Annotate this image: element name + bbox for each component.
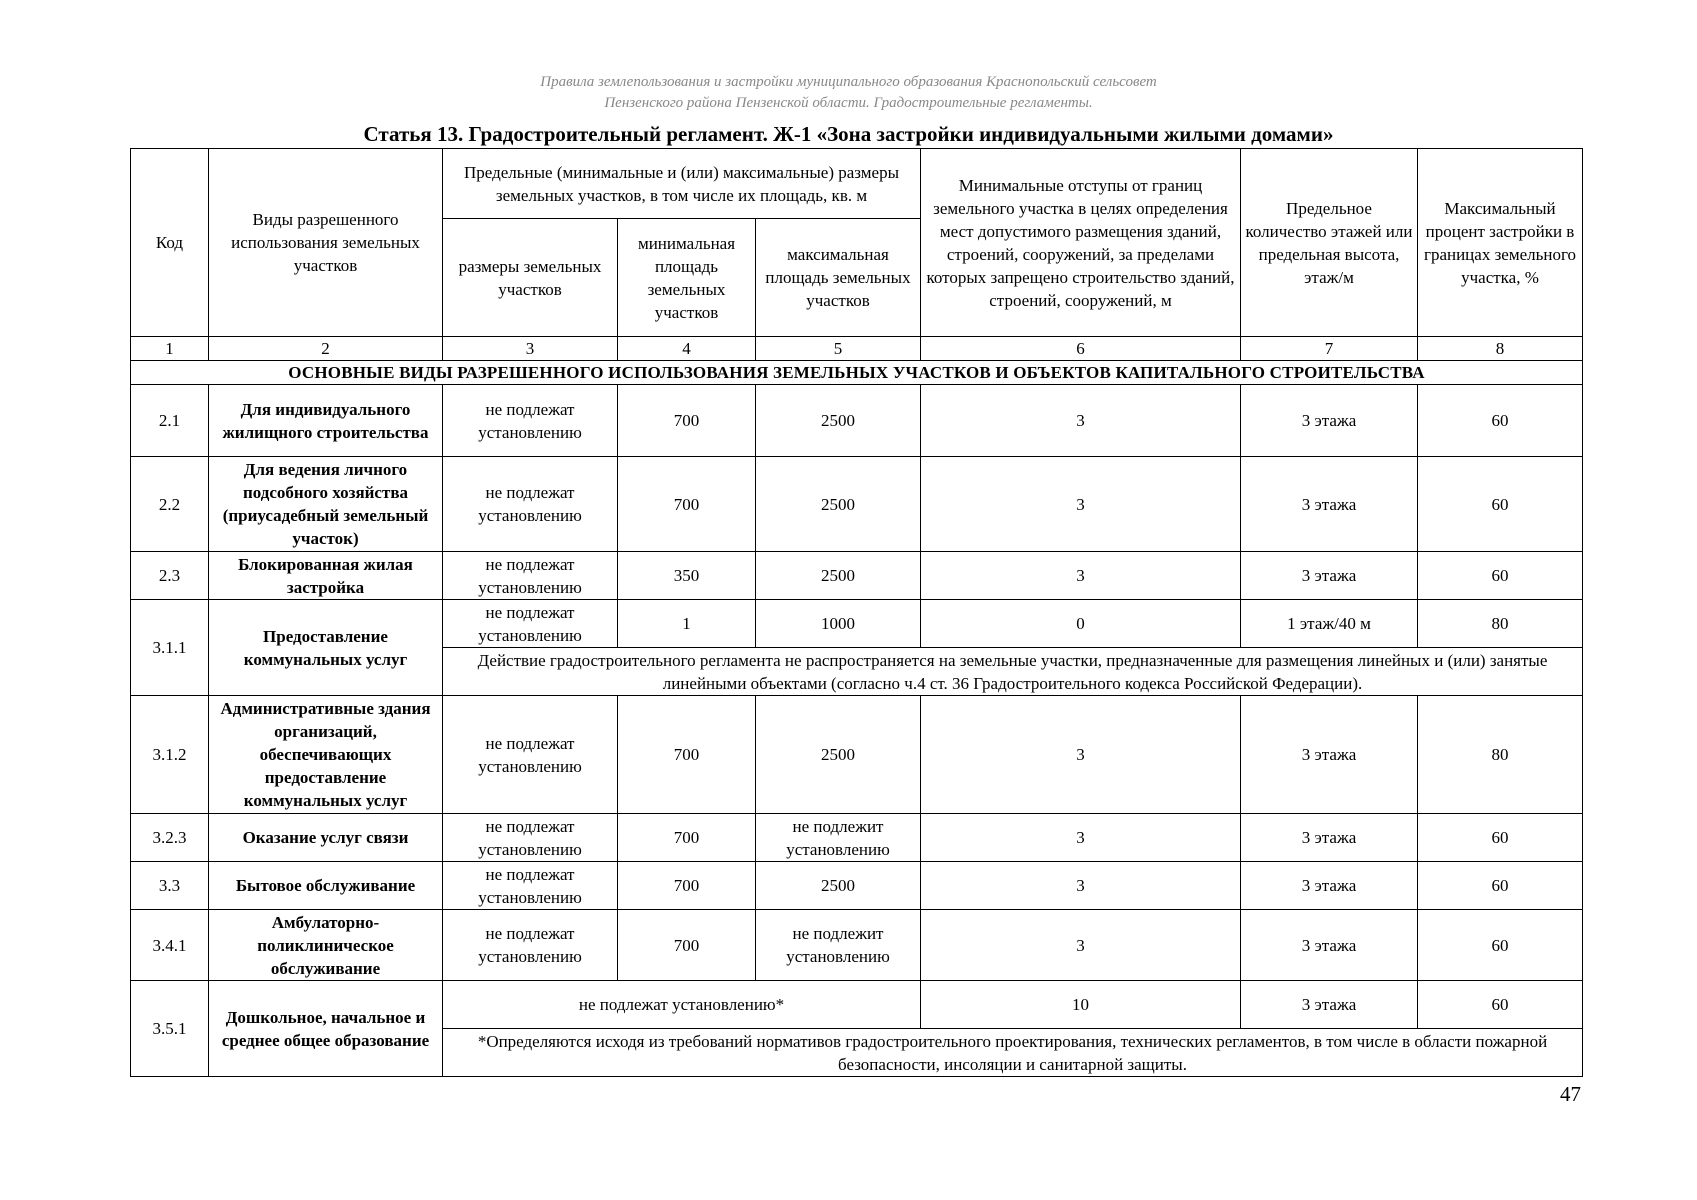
row-max-area: 2500 [756,862,921,910]
row-floors: 3 этажа [1241,981,1418,1029]
row-setback: 3 [921,862,1241,910]
header-line-2: Пензенского района Пензенской области. Градостроительные регламенты. [604,95,1093,111]
row-min-area: 700 [618,696,756,814]
row-min-area: 700 [618,862,756,910]
header-max-area: максимальная площадь земельных участков [756,219,921,337]
table-row [131,910,1583,981]
row-code: 3.1.1 [131,600,209,696]
row-code: 2.2 [131,457,209,552]
row-setback: 3 [921,552,1241,600]
header-kind: Виды разрешенного использования земельных участков [209,149,443,337]
row-code: 3.2.3 [131,814,209,862]
row-sizes: не подлежат установлению [443,552,618,600]
row-sizes: не подлежат установлению [443,457,618,552]
row-sizes: не подлежат установлению [443,385,618,457]
row-coverage: 60 [1418,981,1583,1029]
table-row [131,814,1583,862]
row-kind: Бытовое обслуживание [209,862,443,910]
row-coverage: 60 [1418,457,1583,552]
row-sizes: не подлежат установлению [443,910,618,981]
row-kind: Предоставление коммунальных услуг [209,600,443,696]
header-sizes: размеры земельных участков [443,219,618,337]
row-setback: 3 [921,910,1241,981]
row-min-area: 350 [618,552,756,600]
row-code: 3.1.2 [131,696,209,814]
row-sizes: не подлежат установлению [443,862,618,910]
column-number: 4 [618,337,756,361]
row-setback: 10 [921,981,1241,1029]
column-number: 7 [1241,337,1418,361]
row-min-area: 700 [618,910,756,981]
document-header-note [0,72,1697,114]
row-note: *Определяются исходя из требований нормативов градостроительного проектирования, технических регламентов, в том числе в области пожарной безопасности, инсоляции и санитарной защиты. [443,1029,1583,1077]
row-sizes: не подлежат установлению [443,696,618,814]
row-coverage: 60 [1418,552,1583,600]
column-number: 5 [756,337,921,361]
row-floors: 3 этажа [1241,457,1418,552]
row-min-area: 700 [618,457,756,552]
header-floors: Предельное количество этажей или предельная высота, этаж/м [1241,149,1418,337]
page-number: 47 [1560,1082,1581,1106]
row-coverage: 60 [1418,385,1583,457]
row-coverage: 60 [1418,814,1583,862]
row-floors: 3 этажа [1241,385,1418,457]
row-code: 3.3 [131,862,209,910]
header-line-1: Правила землепользования и застройки муниципального образования Краснопольский сельсовет [540,74,1157,90]
row-setback: 3 [921,385,1241,457]
row-kind: Дошкольное, начальное и среднее общее образование [209,981,443,1077]
row-max-area: 2500 [756,696,921,814]
row-max-area: 2500 [756,552,921,600]
row-floors: 3 этажа [1241,862,1418,910]
column-number: 3 [443,337,618,361]
table-row [131,696,1583,814]
row-max-area: 2500 [756,457,921,552]
column-number: 2 [209,337,443,361]
column-number: 1 [131,337,209,361]
row-kind: Для ведения личного подсобного хозяйства (приусадебный земельный участок) [209,457,443,552]
row-sizes: не подлежат установлению [443,814,618,862]
row-coverage: 60 [1418,862,1583,910]
header-setback: Минимальные отступы от границ земельного участка в целях определения мест допустимого размещения зданий, строений, сооружений, за пределами которых запрещено строительство зданий, строений, сооружений, м [921,149,1241,337]
header-sizes-group: Предельные (минимальные и (или) максимальные) размеры земельных участков, в том числе их площадь, кв. м [443,149,921,219]
row-code: 3.4.1 [131,910,209,981]
row-max-area: 1000 [756,600,921,648]
row-setback: 3 [921,457,1241,552]
table-row [131,981,1583,1029]
column-number: 8 [1418,337,1583,361]
table-row [131,385,1583,457]
row-max-area: не подлежит установлению [756,910,921,981]
row-max-area: 2500 [756,385,921,457]
row-floors: 3 этажа [1241,910,1418,981]
table-row [131,862,1583,910]
row-floors: 3 этажа [1241,696,1418,814]
table-row [131,552,1583,600]
row-kind: Блокированная жилая застройка [209,552,443,600]
row-min-area: 1 [618,600,756,648]
column-number: 6 [921,337,1241,361]
row-code: 2.3 [131,552,209,600]
row-kind: Амбулаторно-поликлиническое обслуживание [209,910,443,981]
row-note: Действие градостроительного регламента не распространяется на земельные участки, предназначенные для размещения линейных и (или) занятые линейными объектами (согласно ч.4 ст. 36 Градостроительного кодекса Российской Федерации). [443,648,1583,696]
row-coverage: 60 [1418,910,1583,981]
row-setback: 3 [921,814,1241,862]
regulation-table [130,148,1583,1077]
row-code: 2.1 [131,385,209,457]
row-floors: 1 этаж/40 м [1241,600,1418,648]
row-kind: Административные здания организаций, обеспечивающих предоставление коммунальных услуг [209,696,443,814]
header-coverage: Максимальный процент застройки в границах земельного участка, % [1418,149,1583,337]
row-sizes: не подлежат установлению [443,600,618,648]
row-max-area: не подлежит установлению [756,814,921,862]
row-min-area: 700 [618,385,756,457]
table-row [131,600,1583,648]
article-title: Статья 13. Градостроительный регламент. Ж-1 «Зона застройки индивидуальными жилыми домами» [363,122,1334,146]
row-sizes-merged: не подлежат установлению* [443,981,921,1029]
header-code: Код [131,149,209,337]
table-row [131,457,1583,552]
row-kind: Для индивидуального жилищного строительства [209,385,443,457]
header-min-area: минимальная площадь земельных участков [618,219,756,337]
row-kind: Оказание услуг связи [209,814,443,862]
row-floors: 3 этажа [1241,552,1418,600]
row-min-area: 700 [618,814,756,862]
row-coverage: 80 [1418,600,1583,648]
row-setback: 0 [921,600,1241,648]
row-setback: 3 [921,696,1241,814]
row-floors: 3 этажа [1241,814,1418,862]
section-title: ОСНОВНЫЕ ВИДЫ РАЗРЕШЕННОГО ИСПОЛЬЗОВАНИЯ ЗЕМЕЛЬНЫХ УЧАСТКОВ И ОБЪЕКТОВ КАПИТАЛЬНОГО СТРОИТЕЛЬСТВА [131,361,1583,385]
row-code: 3.5.1 [131,981,209,1077]
row-coverage: 80 [1418,696,1583,814]
